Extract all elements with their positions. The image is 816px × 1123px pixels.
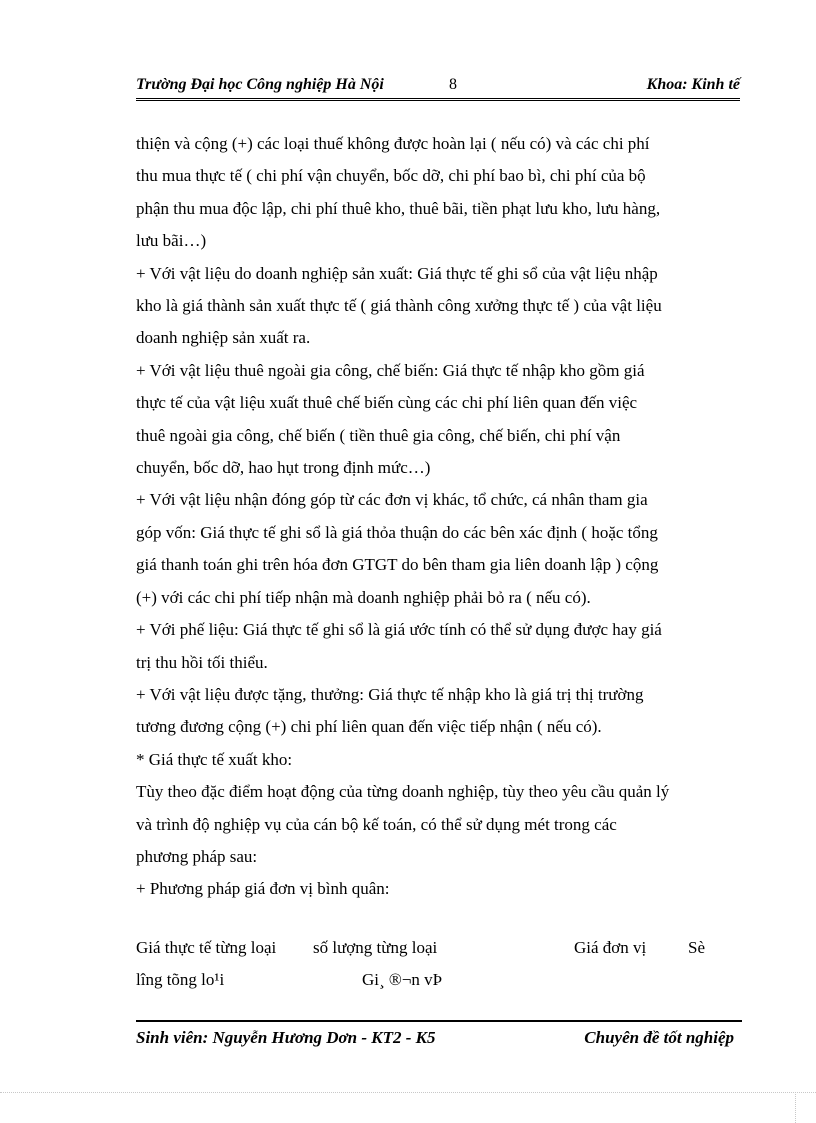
body-line: doanh nghiệp sản xuất ra. bbox=[136, 328, 311, 348]
page-number: 8 bbox=[449, 76, 457, 93]
body-line: lưu bãi…) bbox=[136, 231, 207, 251]
body-text bbox=[136, 128, 742, 906]
body-line: + Phương pháp giá đơn vị bình quân: bbox=[136, 879, 390, 899]
body-line: kho là giá thành sản xuất thực tế ( giá thành công xưởng thực tế ) của vật liệu bbox=[136, 296, 662, 316]
page-right-edge bbox=[795, 1092, 796, 1123]
body-line: thiện và cộng (+) các loại thuế không được hoàn lại ( nếu có) và các chi phí bbox=[136, 134, 650, 153]
body-line: phương pháp sau: bbox=[136, 846, 258, 866]
body-line: phận thu mua độc lập, chi phí thuê kho, thuê bãi, tiền phạt lưu kho, lưu hàng, bbox=[136, 198, 661, 218]
body-line: thuê ngoài gia công, chế biến ( tiền thuê gia công, chế biến, chi phí vận bbox=[136, 425, 621, 445]
formula-term: Giá thực tế từng loại bbox=[136, 938, 277, 957]
body-line: + Với vật liệu được tặng, thưởng: Giá thực tế nhập kho là giá trị thị trường bbox=[136, 684, 644, 704]
body-line: + Với phế liệu: Giá thực tế ghi sổ là giá ước tính có thể sử dụng được hay giá bbox=[136, 620, 662, 640]
formula-term: Gi¸ ®¬n vÞ bbox=[362, 970, 443, 989]
school-name: Trường Đại học Công nghiệp Hà Nội bbox=[136, 76, 384, 93]
body-line: góp vốn: Giá thực tế ghi sổ là giá thỏa thuận do các bên xác định ( hoặc tổng bbox=[136, 522, 658, 542]
body-line: tương đương cộng (+) chi phí liên quan đến việc tiếp nhận ( nếu có). bbox=[136, 717, 602, 737]
page-bottom-edge bbox=[0, 1092, 816, 1093]
formula-term: Giá đơn vị bbox=[574, 938, 647, 957]
body-line: thu mua thực tế ( chi phí vận chuyển, bốc dỡ, chi phí bao bì, chi phí của bộ bbox=[136, 166, 646, 186]
body-line: thực tế của vật liệu xuất thuê chế biến cùng các chi phí liên quan đến việc bbox=[136, 393, 638, 413]
body-line: (+) với các chi phí tiếp nhận mà doanh nghiệp phải bỏ ra ( nếu có). bbox=[136, 587, 591, 607]
formula-term: Sè bbox=[688, 938, 705, 957]
page-header bbox=[136, 74, 740, 101]
body-line: + Với vật liệu nhận đóng góp từ các đơn vị khác, tổ chức, cá nhân tham gia bbox=[136, 490, 648, 510]
body-line: + Với vật liệu thuê ngoài gia công, chế biến: Giá thực tế nhập kho gồm giá bbox=[136, 360, 645, 380]
thesis-title: Chuyên đề tốt nghiệp bbox=[584, 1028, 734, 1047]
student-info: Sinh viên: Nguyễn Hương Dơn - KT2 - K5 bbox=[136, 1028, 436, 1047]
faculty-name: Khoa: Kinh tế bbox=[646, 76, 740, 93]
formula-term: số lượng từng loại bbox=[313, 938, 438, 957]
body-line: giá thanh toán ghi trên hóa đơn GTGT do bên tham gia liên doanh lập ) cộng bbox=[136, 555, 659, 575]
body-line: Tùy theo đặc điểm hoạt động của từng doanh nghiệp, tùy theo yêu cầu quản lý bbox=[136, 782, 670, 802]
body-line: trị thu hồi tối thiểu. bbox=[136, 652, 268, 672]
body-line: chuyển, bốc dỡ, hao hụt trong định mức…) bbox=[136, 458, 431, 478]
body-line: + Với vật liệu do doanh nghiệp sản xuất: Giá thực tế ghi sổ của vật liệu nhập bbox=[136, 263, 658, 283]
body-line: * Giá thực tế xuất kho: bbox=[136, 749, 293, 769]
page-footer bbox=[136, 1020, 742, 1047]
body-line: và trình độ nghiệp vụ của cán bộ kế toán, có thể sử dụng mét trong các bbox=[136, 814, 617, 834]
formula-term: lîng tõng lo¹i bbox=[136, 970, 225, 989]
